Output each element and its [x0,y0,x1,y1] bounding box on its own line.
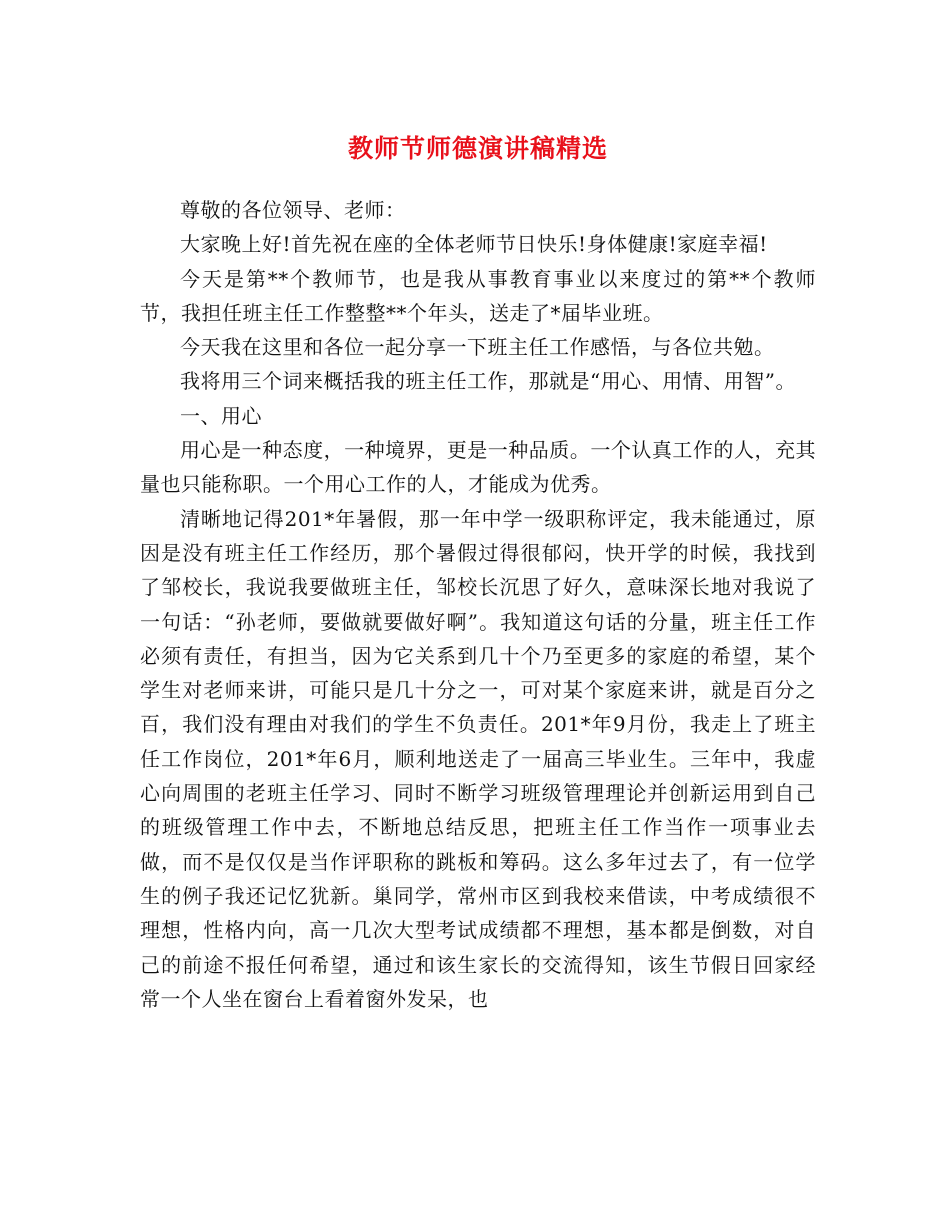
section-heading-1: 一、用心 [180,403,262,428]
document-page [140,125,816,1016]
paragraph-salutation: 尊敬的各位领导、老师： [180,198,406,222]
paragraph-attitude: 用心是一种态度，一种境界，更是一种品质。一个认真工作的人，充其量也只能称职。一个用心工作的人，才能成为优秀。 [140,438,816,497]
paragraph-three-words: 我将用三个词来概括我的班主任工作，那就是“用心、用情、用智”。 [180,369,796,394]
paragraph-teachers-day: 今天是第**个教师节，也是我从事教育事业以来度过的第**个教师节，我担任班主任工作整整**个年头，送走了*届毕业班。 [140,266,816,325]
paragraph-story: 清晰地记得201*年暑假，那一年中学一级职称评定，我未能通过，原因是没有班主任工作经历，那个暑假过得很郁闷，快开学的时候，我找到了邹校长，我说我要做班主任，邹校长沉思了好久，意味深长地对我说了一句话：“孙老师，要做就要做好啊”。我知道这句话的分量，班主任工作必须有责任，有担当，因为它关系到几十个乃至更多的家庭的希望，某个学生对老师来讲，可能只是几十分之一，可对某个家庭来讲，就是百分之百，我们没有理由对我们的学生不负责任。201*年9月份，我走上了班主任工作岗位，201*年6月，顺利地送走了一届高三毕业生。三年中，我虚心向周围的老班主任学习、同时不断学习班级管理理论并创新运用到自己的班级管理工作中去，不断地总结反思，把班主任工作当作一项事业去做，而不是仅仅是当作评职称的跳板和筹码。这么多年过去了，有一位学生的例子我还记忆犹新。巢同学，常州市区到我校来借读，中考成绩很不理想，性格内向，高一几次大型考试成绩都不理想，基本都是倒数，对自己的前途不报任何希望，通过和该生家长的交流得知，该生节假日回家经常一个人坐在窗台上看着窗外发呆，也 [140,506,816,1011]
document-title: 教师节师德演讲稿精选 [347,134,608,163]
paragraph-greeting: 大家晚上好!首先祝在座的全体老师节日快乐!身体健康!家庭幸福! [180,232,768,257]
paragraph-sharing: 今天我在这里和各位一起分享一下班主任工作感悟，与各位共勉。 [180,335,775,360]
